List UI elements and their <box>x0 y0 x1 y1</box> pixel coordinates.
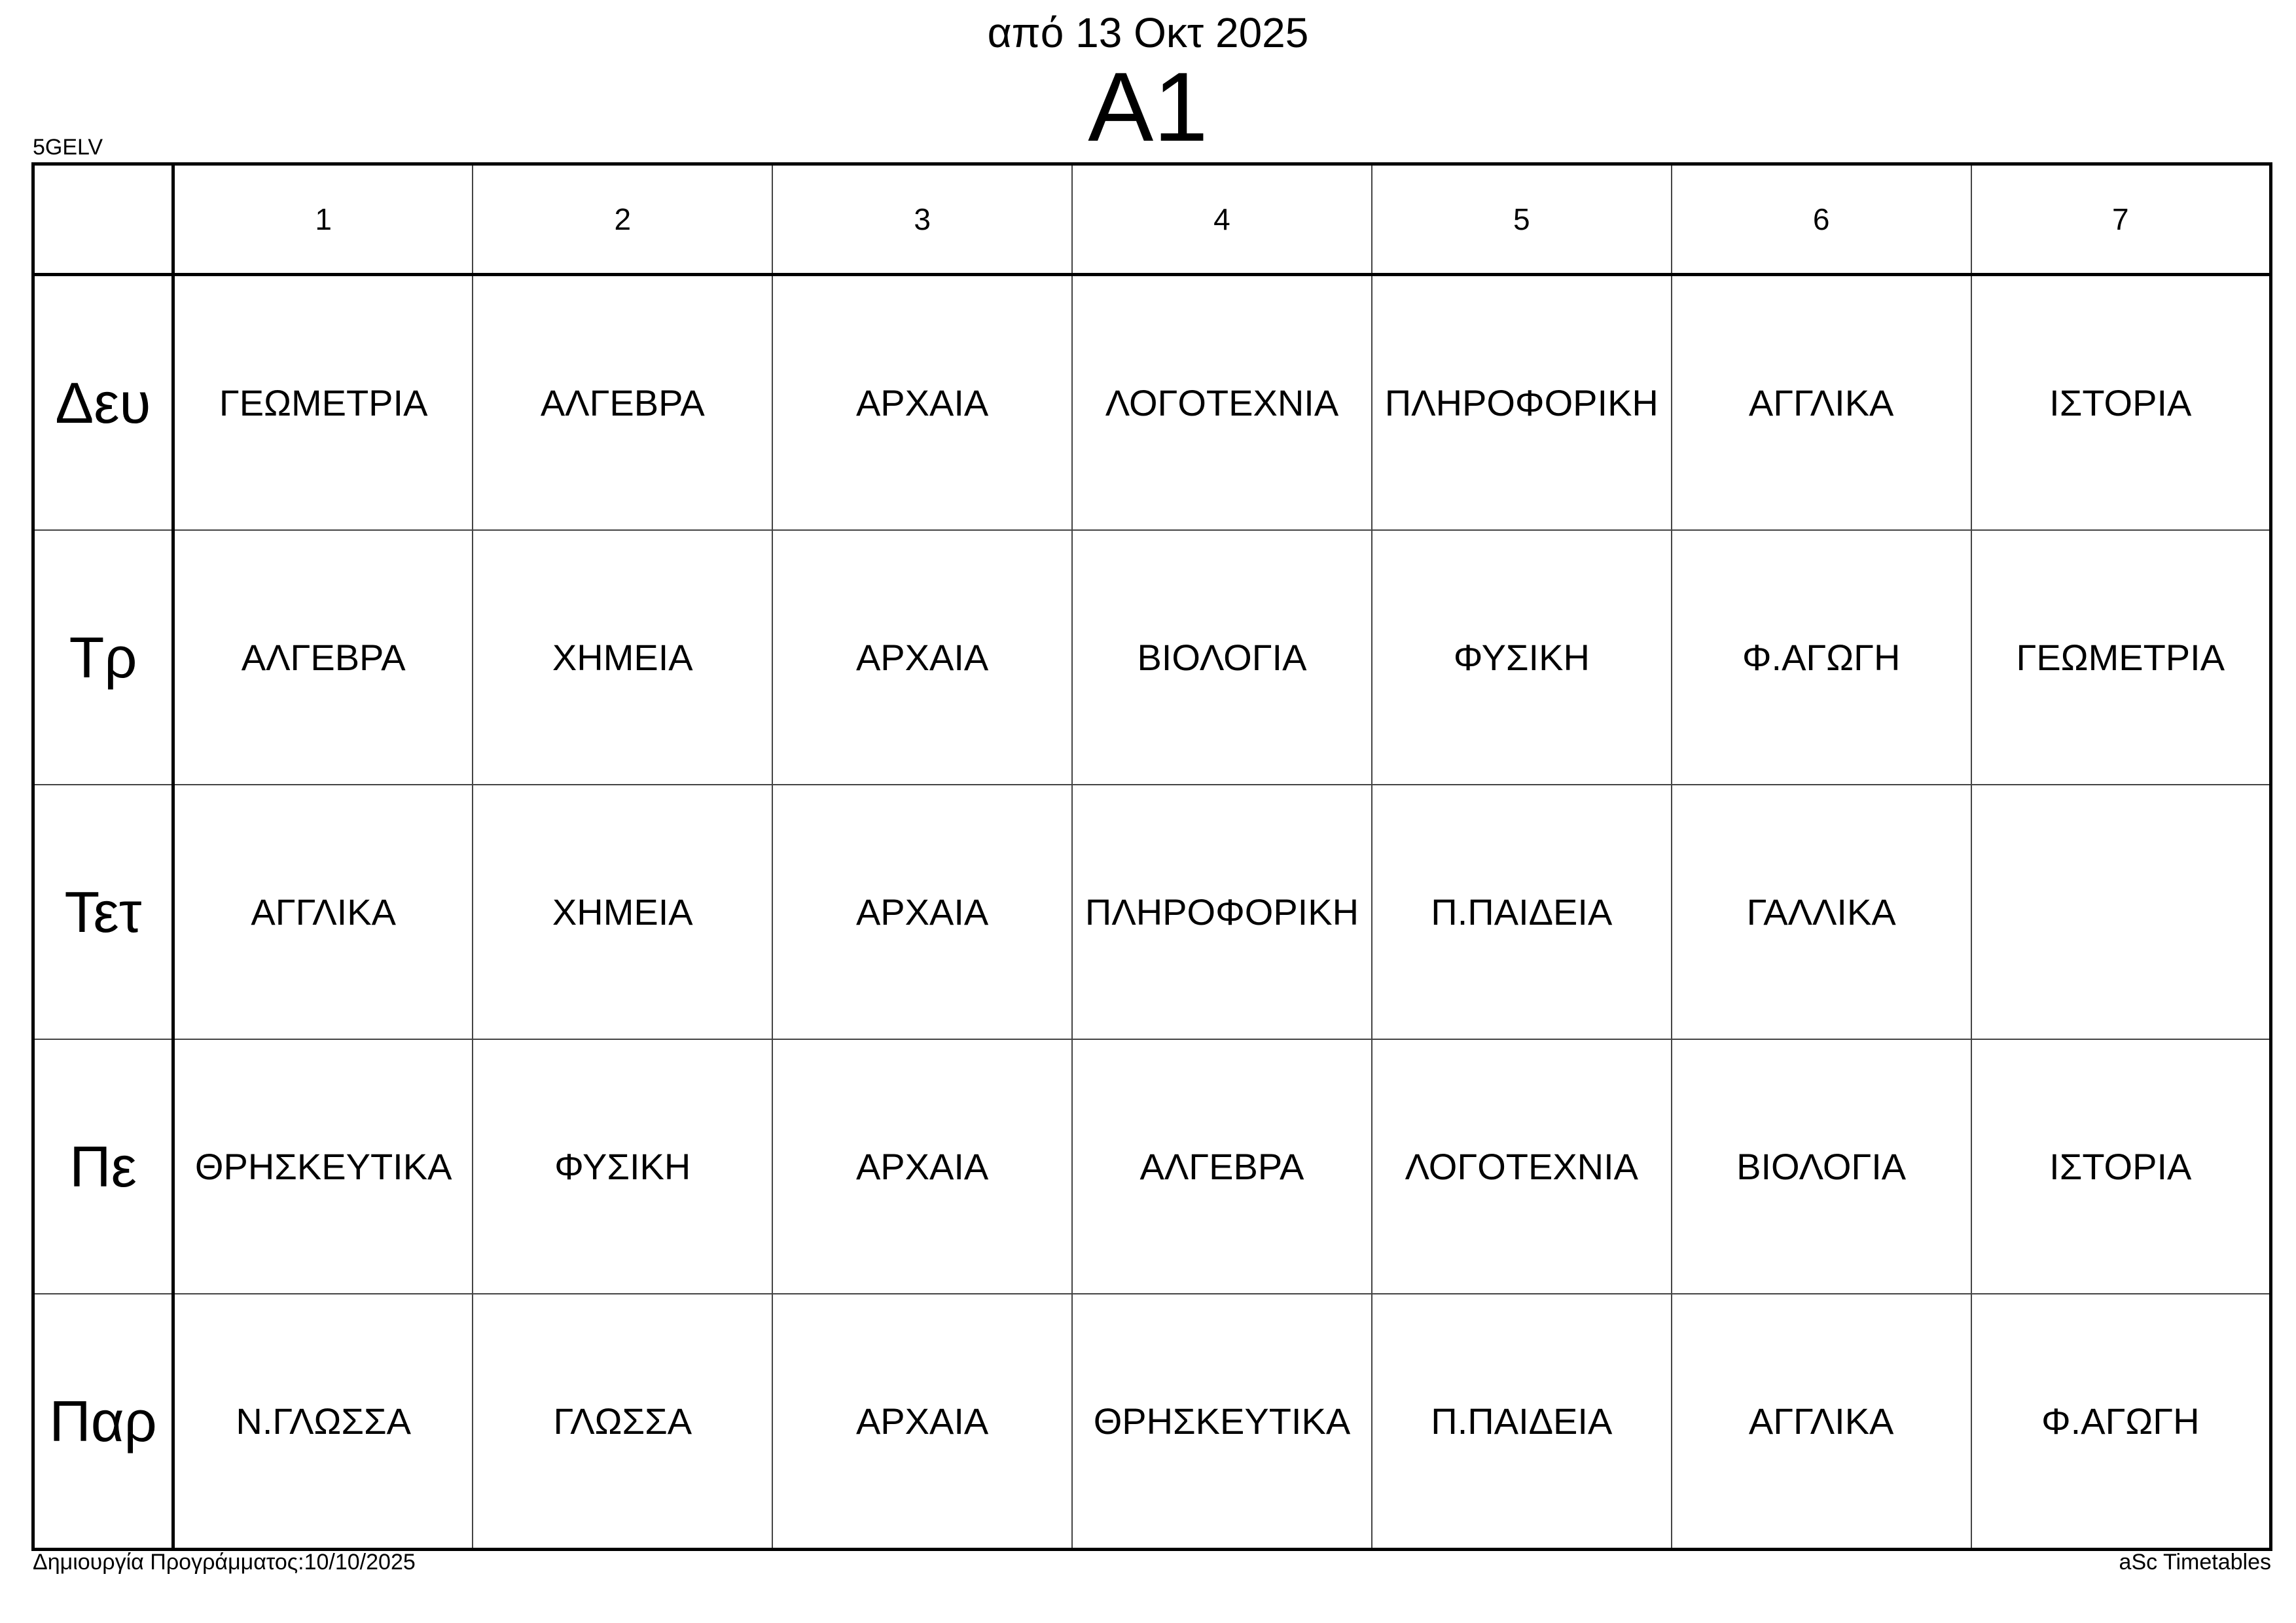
timetable-grid <box>31 162 2272 1551</box>
software-credit-footer: aSc Timetables <box>2119 1550 2271 1575</box>
lesson-cell: ΑΡΧΑΙΑ <box>772 275 1072 531</box>
periods-header-row <box>33 164 2271 275</box>
lesson-cell: ΙΣΤΟΡΙΑ <box>1971 275 2271 531</box>
school-code: 5GELV <box>33 135 103 160</box>
corner-cell <box>33 164 173 275</box>
lesson-cell: Ν.ΓΛΩΣΣΑ <box>173 1294 473 1550</box>
creation-date-footer: Δημιουργία Προγράμματος:10/10/2025 <box>33 1550 416 1575</box>
period-header: 3 <box>772 164 1072 275</box>
period-header: 7 <box>1971 164 2271 275</box>
lesson-cell: ΓΕΩΜΕΤΡΙΑ <box>1971 530 2271 785</box>
day-row-monday <box>33 275 2271 531</box>
day-label: Τετ <box>33 785 173 1039</box>
day-row-wednesday <box>33 785 2271 1039</box>
lesson-cell: ΑΡΧΑΙΑ <box>772 1039 1072 1294</box>
lesson-cell: ΓΑΛΛΙΚΑ <box>1672 785 1971 1039</box>
lesson-cell: ΒΙΟΛΟΓΙΑ <box>1072 530 1372 785</box>
lesson-cell: ΦΥΣΙΚΗ <box>473 1039 772 1294</box>
day-row-tuesday <box>33 530 2271 785</box>
lesson-cell: Φ.ΑΓΩΓΗ <box>1672 530 1971 785</box>
lesson-cell: ΑΛΓΕΒΡΑ <box>173 530 473 785</box>
lesson-cell <box>1971 785 2271 1039</box>
lesson-cell: ΠΛΗΡΟΦΟΡΙΚΗ <box>1372 275 1672 531</box>
lesson-cell: Π.ΠΑΙΔΕΙΑ <box>1372 785 1672 1039</box>
day-label: Δευ <box>33 275 173 531</box>
lesson-cell: ΑΛΓΕΒΡΑ <box>473 275 772 531</box>
lesson-cell: ΛΟΓΟΤΕΧΝΙΑ <box>1072 275 1372 531</box>
lesson-cell: ΑΡΧΑΙΑ <box>772 785 1072 1039</box>
period-header: 5 <box>1372 164 1672 275</box>
period-header: 4 <box>1072 164 1372 275</box>
lesson-cell: ΑΡΧΑΙΑ <box>772 530 1072 785</box>
date-line: από 13 Οκτ 2025 <box>987 9 1309 56</box>
lesson-cell: ΘΡΗΣΚΕΥΤΙΚΑ <box>1072 1294 1372 1550</box>
lesson-cell: Π.ΠΑΙΔΕΙΑ <box>1372 1294 1672 1550</box>
lesson-cell: ΑΓΓΛΙΚΑ <box>1672 275 1971 531</box>
lesson-cell: ΑΓΓΛΙΚΑ <box>173 785 473 1039</box>
period-header: 6 <box>1672 164 1971 275</box>
lesson-cell: ΘΡΗΣΚΕΥΤΙΚΑ <box>173 1039 473 1294</box>
lesson-cell: ΑΓΓΛΙΚΑ <box>1672 1294 1971 1550</box>
class-title: A1 <box>1088 52 1208 162</box>
period-header: 1 <box>173 164 473 275</box>
day-label: Πε <box>33 1039 173 1294</box>
day-row-thursday <box>33 1039 2271 1294</box>
lesson-cell: ΒΙΟΛΟΓΙΑ <box>1672 1039 1971 1294</box>
lesson-cell: ΑΡΧΑΙΑ <box>772 1294 1072 1550</box>
lesson-cell: ΑΛΓΕΒΡΑ <box>1072 1039 1372 1294</box>
day-label: Τρ <box>33 530 173 785</box>
day-row-friday <box>33 1294 2271 1550</box>
lesson-cell: ΧΗΜΕΙΑ <box>473 785 772 1039</box>
lesson-cell: ΓΕΩΜΕΤΡΙΑ <box>173 275 473 531</box>
lesson-cell: ΦΥΣΙΚΗ <box>1372 530 1672 785</box>
lesson-cell: ΛΟΓΟΤΕΧΝΙΑ <box>1372 1039 1672 1294</box>
lesson-cell: Φ.ΑΓΩΓΗ <box>1971 1294 2271 1550</box>
lesson-cell: ΙΣΤΟΡΙΑ <box>1971 1039 2271 1294</box>
period-header: 2 <box>473 164 772 275</box>
lesson-cell: ΧΗΜΕΙΑ <box>473 530 772 785</box>
day-label: Παρ <box>33 1294 173 1550</box>
lesson-cell: ΓΛΩΣΣΑ <box>473 1294 772 1550</box>
lesson-cell: ΠΛΗΡΟΦΟΡΙΚΗ <box>1072 785 1372 1039</box>
